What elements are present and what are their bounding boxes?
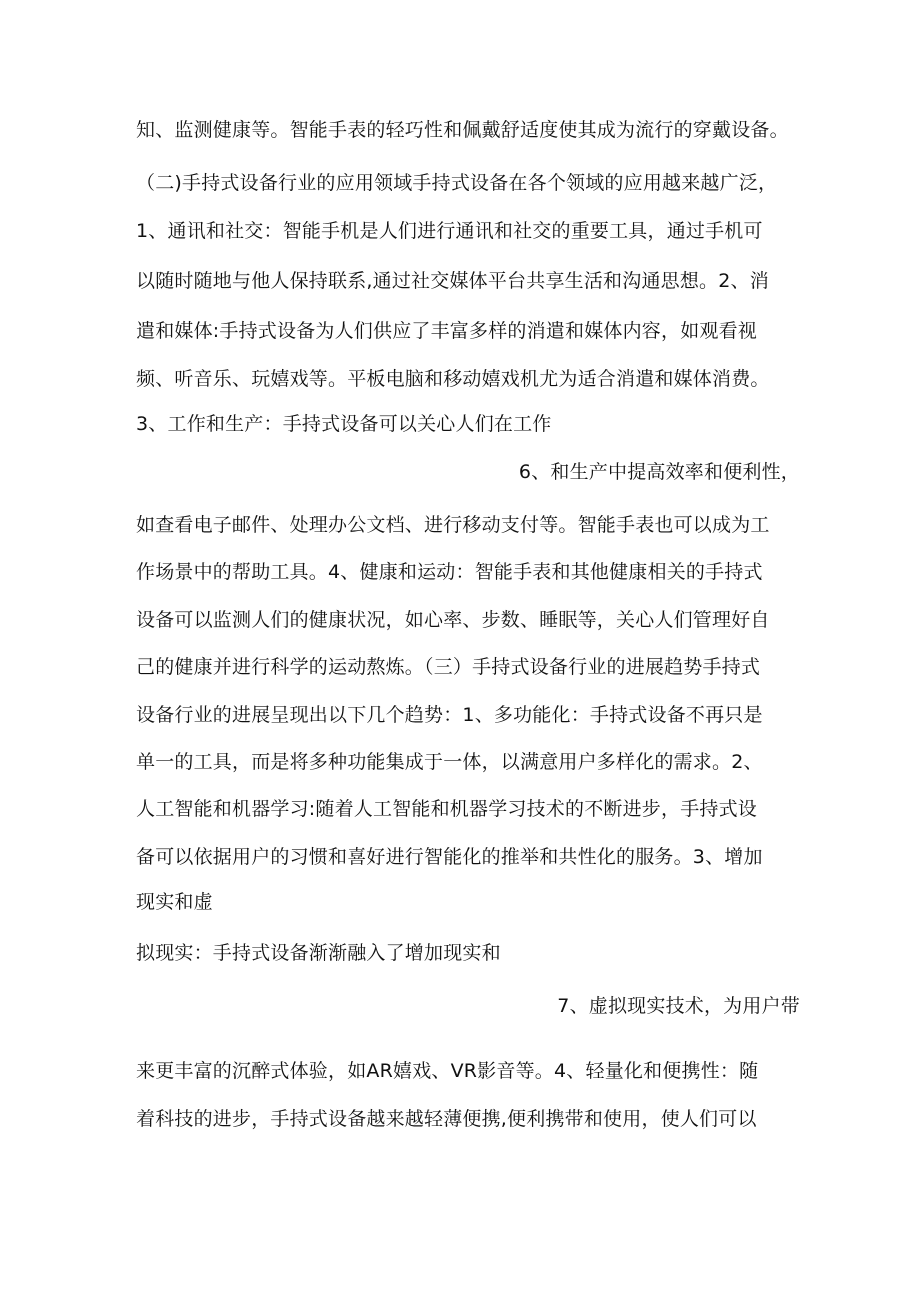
paragraph-line: 作场景中的帮助工具。4、健康和运动：智能手表和其他健康相关的手持式 — [136, 561, 763, 583]
paragraph-line: 以随时随地与他人保持联系,通过社交媒体平台共享生活和沟通思想。2、消 — [136, 270, 769, 292]
paragraph-line: 现实和虚 — [136, 891, 213, 913]
paragraph-line: 己的健康并进行科学的运动熬炼。（三）手持式设备行业的进展趋势手持式 — [136, 656, 761, 678]
paragraph-line: 备可以依据用户的习惯和喜好进行智能化的推举和共性化的服务。3、增加 — [136, 846, 763, 868]
paragraph-line: 来更丰富的沉醉式体验，如AR嬉戏、VR影音等。4、轻量化和便携性：随 — [136, 1060, 759, 1082]
paragraph-line: 设备可以监测人们的健康状况，如心率、步数、睡眠等，关心人们管理好自 — [136, 609, 770, 631]
paragraph-line: （二)手持式设备行业的应用领域手持式设备在各个领域的应用越来越广泛， — [136, 172, 778, 194]
paragraph-line: 6、和生产中提高效率和便利性， — [518, 461, 800, 483]
paragraph-line: 遣和媒体:手持式设备为人们供应了丰富多样的消遣和媒体内容，如观看视 — [136, 320, 758, 342]
paragraph-line: 7、虚拟现实技术，为用户带 — [557, 995, 800, 1017]
paragraph-line: 如查看电子邮件、处理办公文档、进行移动支付等。智能手表也可以成为工 — [136, 514, 770, 536]
paragraph-line: 着科技的进步，手持式设备越来越轻薄便携,便利携带和使用，使人们可以 — [136, 1108, 757, 1130]
paragraph-line: 人工智能和机器学习:随着人工智能和机器学习技术的不断进步，手持式设 — [136, 798, 758, 820]
paragraph-line: 1、通讯和社交：智能手机是人们进行通讯和社交的重要工具，通过手机可 — [136, 220, 763, 242]
paragraph-line: 3、工作和生产：手持式设备可以关心人们在工作 — [136, 413, 552, 435]
paragraph-line: 单一的工具，而是将多种功能集成于一体，以满意用户多样化的需求。2、 — [136, 751, 763, 773]
paragraph-line: 拟现实：手持式设备渐渐融入了增加现实和 — [136, 942, 501, 964]
paragraph-line: 知、监测健康等。智能手表的轻巧性和佩戴舒适度使其成为流行的穿戴设备。 — [136, 119, 789, 141]
paragraph-line: 频、听音乐、玩嬉戏等。平板电脑和移动嬉戏机尤为适合消遣和媒体消费。 — [136, 368, 770, 390]
paragraph-line: 设备行业的进展呈现出以下几个趋势：1、多功能化：手持式设备不再只是 — [136, 704, 763, 726]
